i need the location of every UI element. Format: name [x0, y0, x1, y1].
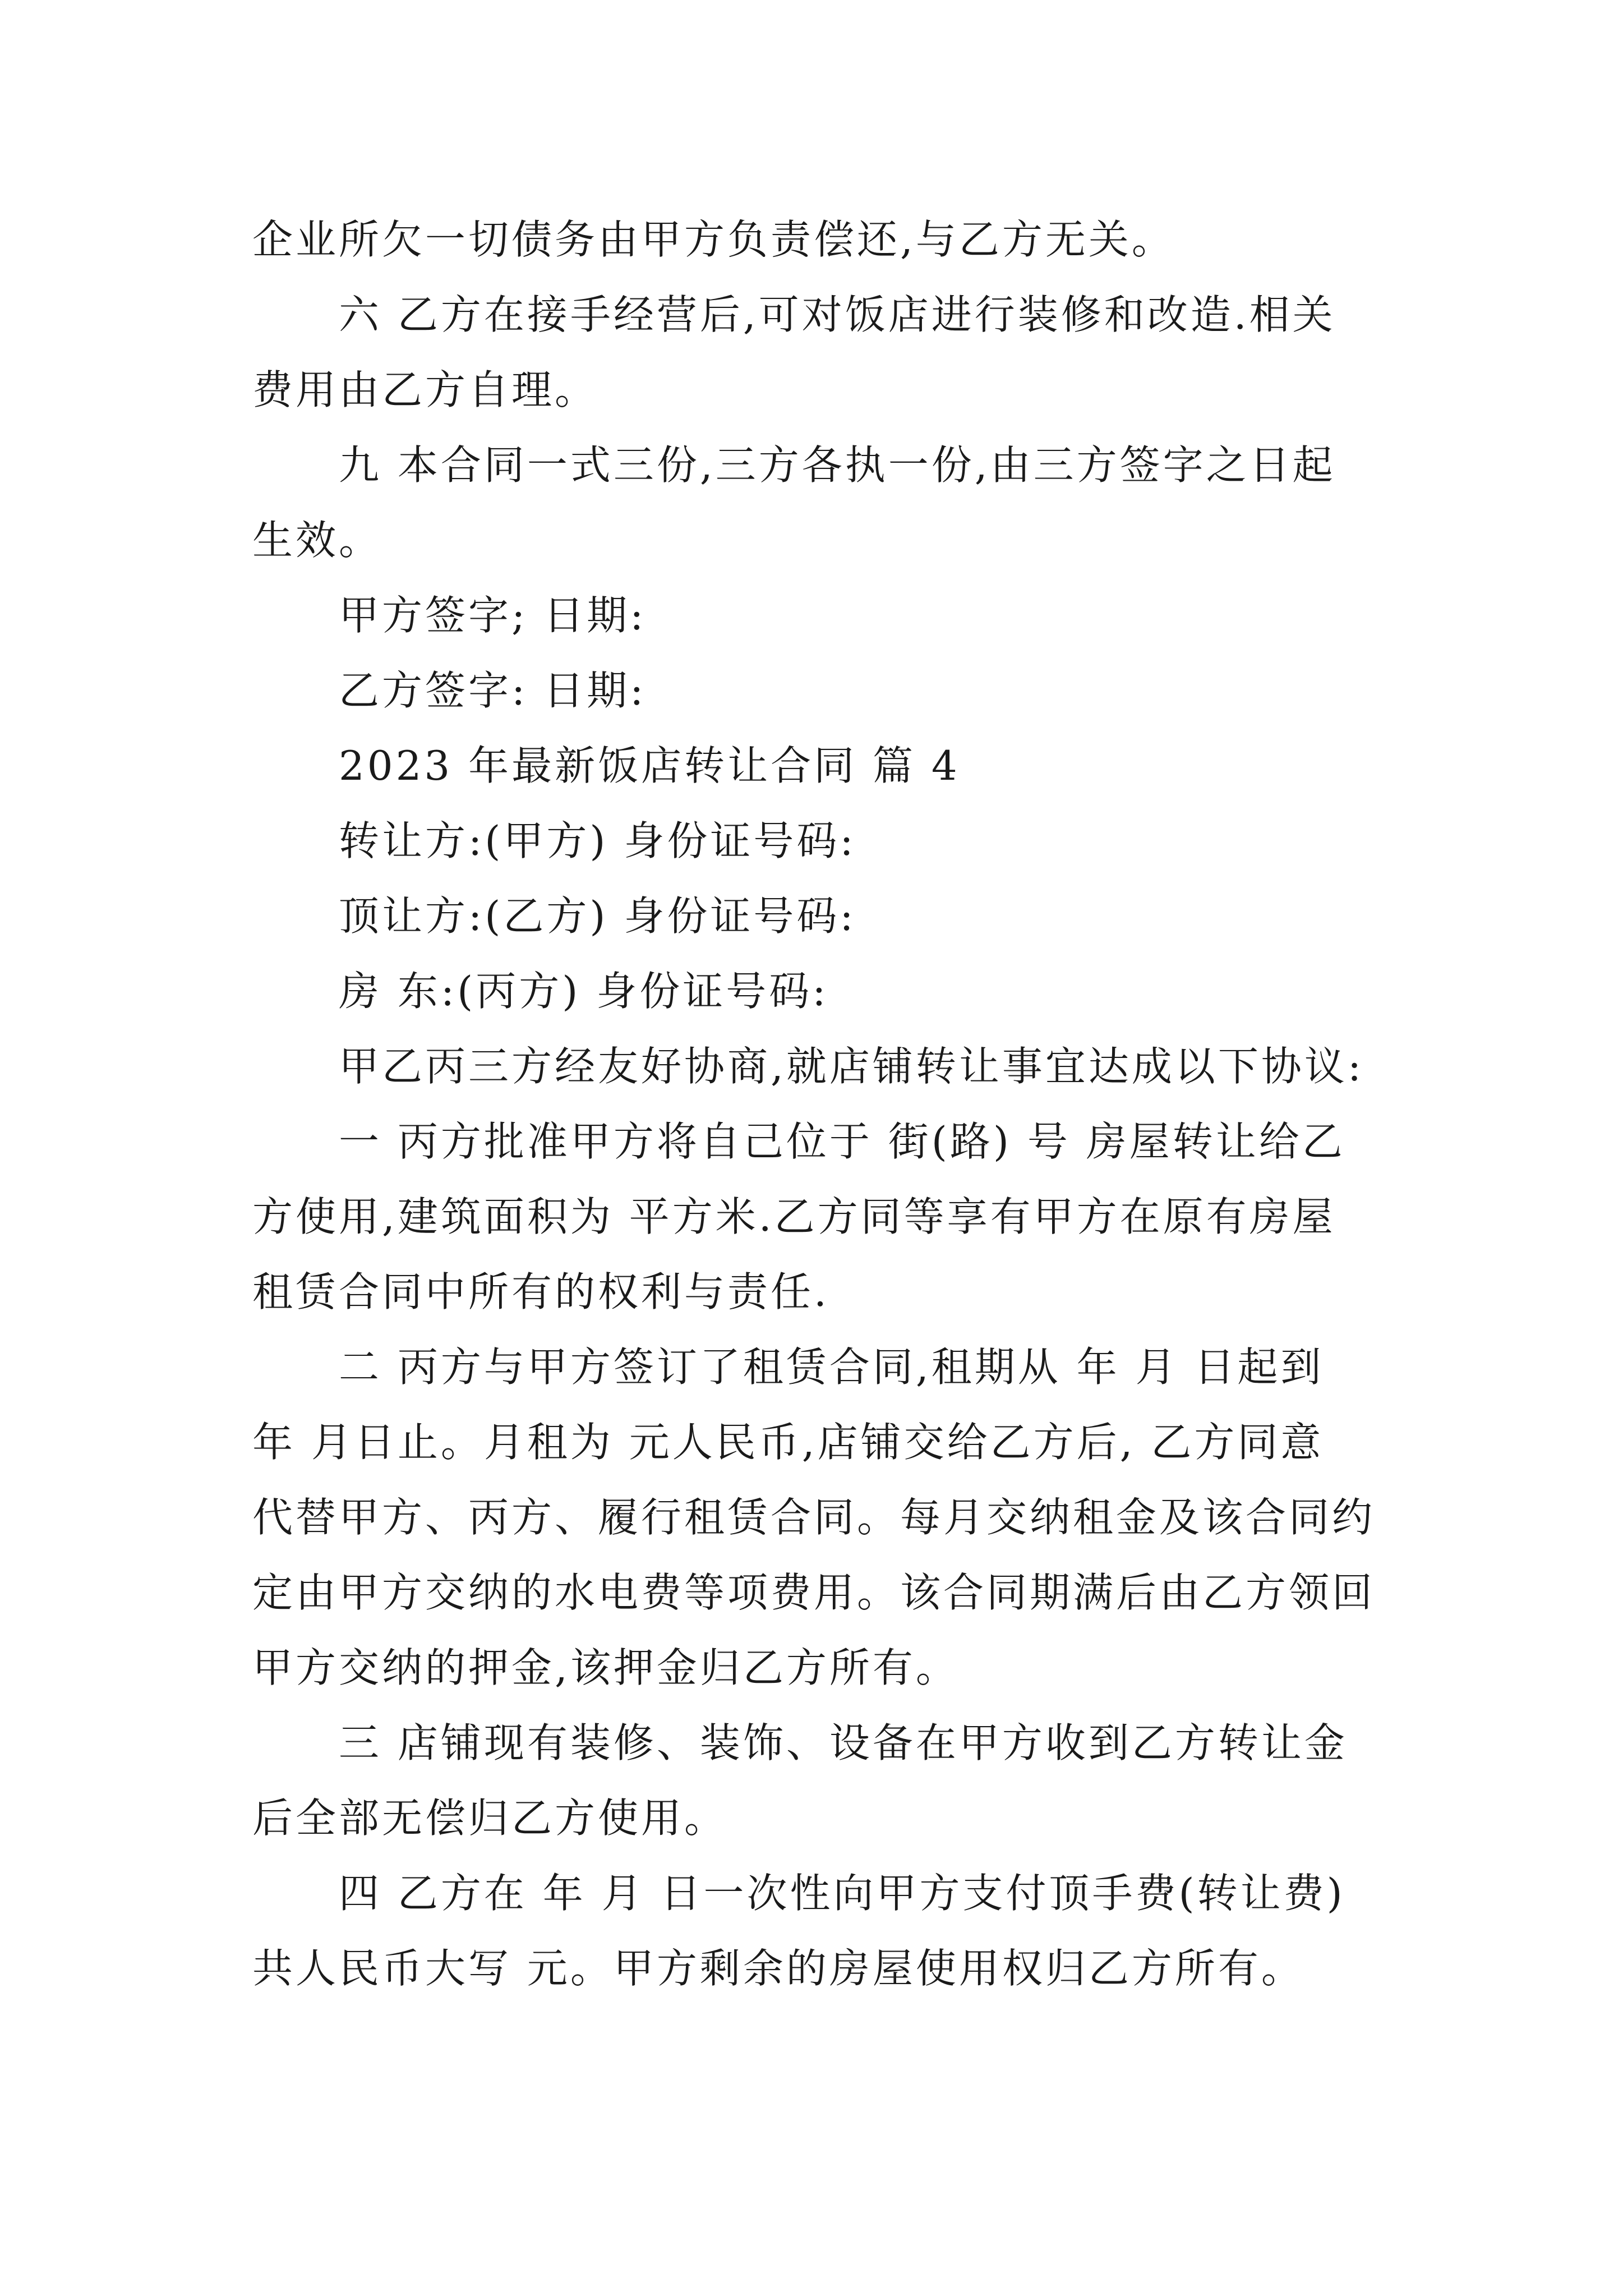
- text-line: 年 月日止。月租为 元人民币,店铺交给乙方后, 乙方同意: [252, 1419, 1324, 1466]
- text-line: 九 本合同一式三份,三方各执一份,由三方签字之日起: [339, 441, 1336, 489]
- text-line: 六 乙方在接手经营后,可对饭店进行装修和改造.相关: [339, 291, 1336, 338]
- text-line: 四 乙方在 年 月 日一次性向甲方支付顶手费(转让费): [339, 1870, 1345, 1917]
- text-line: 共人民币大写 元。甲方剩余的房屋使用权归乙方所有。: [252, 1945, 1304, 1992]
- signature-line-party-b: 乙方签字: 日期:: [339, 667, 647, 714]
- text-line: 后全部无偿归乙方使用。: [252, 1795, 728, 1842]
- text-line: 生效。: [252, 517, 382, 564]
- text-line: 企业所欠一切债务由甲方负责偿还,与乙方无关。: [252, 216, 1175, 263]
- text-line: 甲乙丙三方经友好协商,就店铺转让事宜达成以下协议:: [339, 1043, 1364, 1090]
- party-transferor-line: 转让方:(甲方) 身份证号码:: [339, 817, 856, 864]
- text-line: 甲方交纳的押金,该押金归乙方所有。: [252, 1644, 959, 1691]
- text-line: 一 丙方批准甲方将自己位于 街(路) 号 房屋转让给乙: [339, 1118, 1345, 1165]
- signature-line-party-a: 甲方签字; 日期:: [339, 592, 647, 639]
- text-line: 费用由乙方自理。: [252, 366, 598, 413]
- text-line: 方使用,建筑面积为 平方米.乙方同等享有甲方在原有房屋: [252, 1193, 1336, 1240]
- party-landlord-line: 房 东:(丙方) 身份证号码:: [339, 968, 829, 1015]
- text-line: 代替甲方、丙方、履行租赁合同。每月交纳租金及该合同约: [252, 1494, 1376, 1541]
- text-line: 定由甲方交纳的水电费等项费用。该合同期满后由乙方领回: [252, 1569, 1376, 1616]
- party-transferee-line: 顶让方:(乙方) 身份证号码:: [339, 892, 856, 940]
- text-line: 三 店铺现有装修、装饰、设备在甲方收到乙方转让金: [339, 1719, 1348, 1766]
- document-body: [252, 202, 1380, 2006]
- text-line: 二 丙方与甲方签订了租赁合同,租期从 年 月 日起到: [339, 1343, 1324, 1391]
- section-heading: 2023 年最新饭店转让合同 篇 4: [339, 742, 960, 789]
- text-line: 租赁合同中所有的权利与责任.: [252, 1268, 829, 1315]
